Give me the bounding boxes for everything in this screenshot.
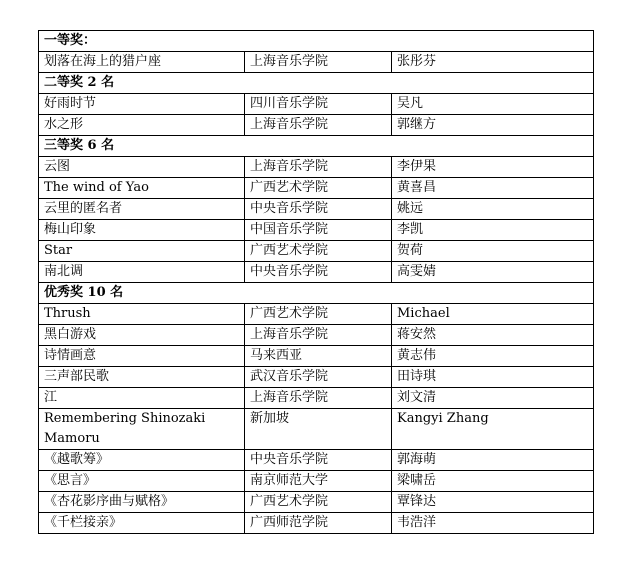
work-title-cell: 诗情画意 <box>39 346 245 367</box>
school-cell: 四川音乐学院 <box>245 94 392 115</box>
school-cell: 中央音乐学院 <box>245 450 392 471</box>
school-cell: 上海音乐学院 <box>245 157 392 178</box>
table-row <box>39 471 594 492</box>
table-row <box>39 367 594 388</box>
school-cell: 广西师范学院 <box>245 513 392 534</box>
winner-name-cell: 黄喜昌 <box>392 178 594 199</box>
winner-name-cell: 李伊果 <box>392 157 594 178</box>
school-cell: 中央音乐学院 <box>245 199 392 220</box>
winner-name-cell: 黄志伟 <box>392 346 594 367</box>
school-cell: 上海音乐学院 <box>245 388 392 409</box>
section-heading: 优秀奖 10 名 <box>39 283 594 304</box>
section-heading: 二等奖 2 名 <box>39 73 594 94</box>
table-row <box>39 409 594 450</box>
section-heading-row <box>39 283 594 304</box>
table-row <box>39 94 594 115</box>
winner-name-cell: 覃锋达 <box>392 492 594 513</box>
table-row <box>39 220 594 241</box>
award-table-body <box>39 31 594 534</box>
winner-name-cell: 姚远 <box>392 199 594 220</box>
work-title-cell: 黑白游戏 <box>39 325 245 346</box>
winner-name-cell: 蒋安然 <box>392 325 594 346</box>
school-cell: 马来西亚 <box>245 346 392 367</box>
section-heading-row <box>39 73 594 94</box>
section-heading: 三等奖 6 名 <box>39 136 594 157</box>
winner-name-cell: 郭海萌 <box>392 450 594 471</box>
winner-name-cell: 高雯婧 <box>392 262 594 283</box>
school-cell: 武汉音乐学院 <box>245 367 392 388</box>
table-row <box>39 513 594 534</box>
table-row <box>39 304 594 325</box>
award-table <box>38 30 594 534</box>
work-title-cell: 《千栏接亲》 <box>39 513 245 534</box>
winner-name-cell: 刘文清 <box>392 388 594 409</box>
work-title-cell: 《思言》 <box>39 471 245 492</box>
winner-name-cell: Kangyi Zhang <box>392 409 594 450</box>
winner-name-cell: 郭继方 <box>392 115 594 136</box>
school-cell: 新加坡 <box>245 409 392 450</box>
work-title-cell: The wind of Yao <box>39 178 245 199</box>
work-title-cell: 好雨时节 <box>39 94 245 115</box>
table-row <box>39 325 594 346</box>
section-heading: 一等奖： <box>39 31 594 52</box>
winner-name-cell: 梁啸岳 <box>392 471 594 492</box>
table-row <box>39 450 594 471</box>
section-heading-row <box>39 136 594 157</box>
winner-name-cell: 韦浩洋 <box>392 513 594 534</box>
table-row <box>39 262 594 283</box>
school-cell: 南京师范大学 <box>245 471 392 492</box>
school-cell: 上海音乐学院 <box>245 325 392 346</box>
school-cell: 上海音乐学院 <box>245 52 392 73</box>
table-row <box>39 52 594 73</box>
table-row <box>39 157 594 178</box>
table-row <box>39 241 594 262</box>
winner-name-cell: 张彤芬 <box>392 52 594 73</box>
school-cell: 上海音乐学院 <box>245 115 392 136</box>
work-title-cell: 划落在海上的猎户座 <box>39 52 245 73</box>
work-title-cell: 江 <box>39 388 245 409</box>
table-row <box>39 492 594 513</box>
school-cell: 广西艺术学院 <box>245 304 392 325</box>
school-cell: 中国音乐学院 <box>245 220 392 241</box>
work-title-cell: 南北调 <box>39 262 245 283</box>
winner-name-cell: Michael <box>392 304 594 325</box>
work-title-cell: 云图 <box>39 157 245 178</box>
work-title-cell: Star <box>39 241 245 262</box>
table-row <box>39 178 594 199</box>
work-title-cell: Remembering Shinozaki Mamoru <box>39 409 245 450</box>
table-row <box>39 346 594 367</box>
winner-name-cell: 吴凡 <box>392 94 594 115</box>
work-title-cell: 《越歌筹》 <box>39 450 245 471</box>
table-row <box>39 388 594 409</box>
winner-name-cell: 田诗琪 <box>392 367 594 388</box>
work-title-cell: 云里的匿名者 <box>39 199 245 220</box>
work-title-cell: 三声部民歌 <box>39 367 245 388</box>
winner-name-cell: 贺荷 <box>392 241 594 262</box>
winner-name-cell: 李凯 <box>392 220 594 241</box>
work-title-cell: 水之形 <box>39 115 245 136</box>
section-heading-row <box>39 31 594 52</box>
table-row <box>39 115 594 136</box>
school-cell: 中央音乐学院 <box>245 262 392 283</box>
work-title-cell: Thrush <box>39 304 245 325</box>
table-row <box>39 199 594 220</box>
school-cell: 广西艺术学院 <box>245 178 392 199</box>
work-title-cell: 梅山印象 <box>39 220 245 241</box>
school-cell: 广西艺术学院 <box>245 492 392 513</box>
work-title-cell: 《杏花影序曲与赋格》 <box>39 492 245 513</box>
school-cell: 广西艺术学院 <box>245 241 392 262</box>
